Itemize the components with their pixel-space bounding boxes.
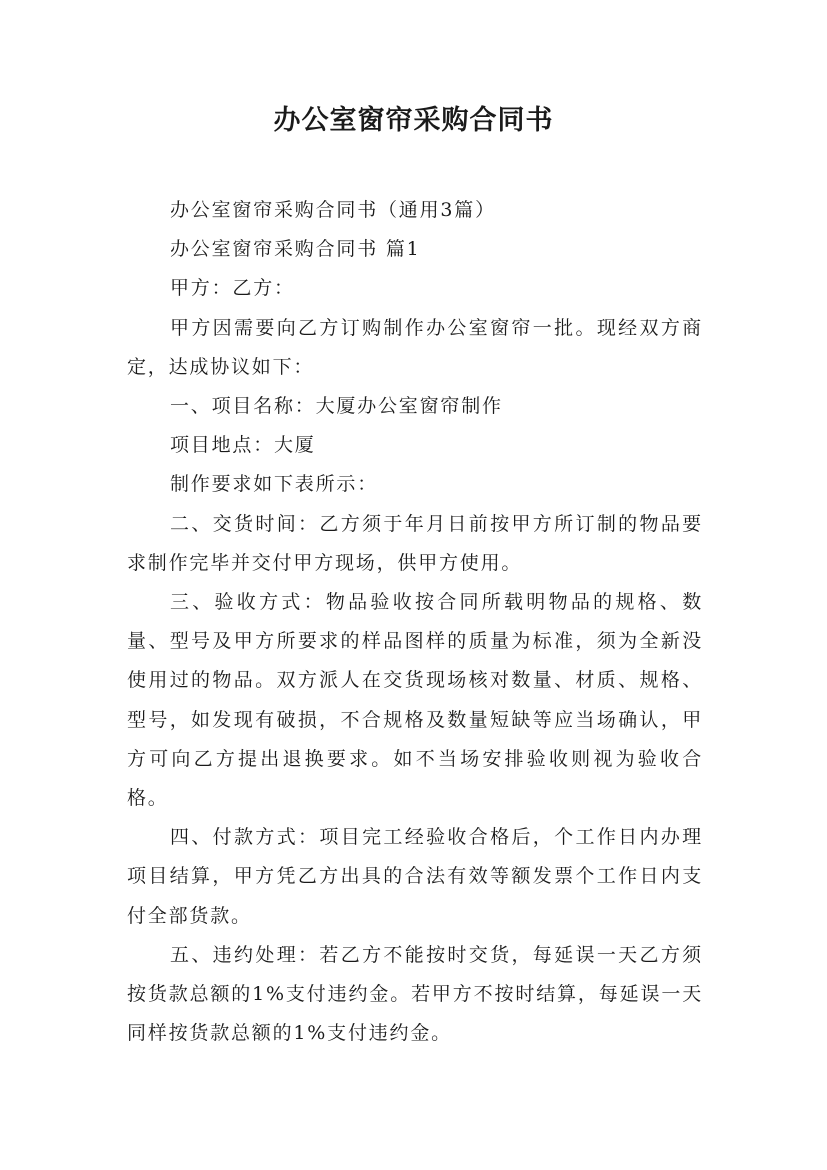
paragraph-acceptance: 三、验收方式：物品验收按合同所载明物品的规格、数量、型号及甲方所要求的样品图样的质量为标准，须为全新没使用过的物品。双方派人在交货现场核对数量、材质、规格、型号，如发现有破损，不合规格及数量短缺等应当场确认，甲方可向乙方提出退换要求。如不当场安排验收则视为验收合格。	[127, 591, 703, 810]
paragraph-subtitle: 办公室窗帘采购合同书（通用3篇）	[170, 199, 496, 221]
document-body	[127, 191, 703, 1053]
paragraph-parties: 甲方：乙方：	[170, 277, 295, 300]
paragraph-requirements: 制作要求如下表所示：	[170, 473, 379, 496]
paragraph-payment: 四、付款方式：项目完工经验收合格后，个工作日内办理项目结算，甲方凭乙方出具的合法有效等额发票个工作日内支付全部货款。	[127, 826, 703, 927]
paragraph-delivery-time: 二、交货时间：乙方须于年月日前按甲方所订制的物品要求制作完毕并交付甲方现场，供甲方使用。	[127, 512, 703, 574]
paragraph-intro: 甲方因需要向乙方订购制作办公室窗帘一批。现经双方商定，达成协议如下：	[127, 316, 703, 378]
paragraph-project-location: 项目地点：大厦	[170, 434, 316, 457]
paragraph-section-heading: 办公室窗帘采购合同书 篇1	[170, 238, 421, 261]
paragraph-project-name: 一、项目名称：大厦办公室窗帘制作	[170, 395, 503, 418]
paragraph-breach: 五、违约处理：若乙方不能按时交货，每延误一天乙方须按货款总额的1%支付违约金。若甲方不按时结算，每延误一天同样按货款总额的1%支付违约金。	[127, 943, 703, 1045]
document-title: 办公室窗帘采购合同书	[273, 105, 554, 136]
